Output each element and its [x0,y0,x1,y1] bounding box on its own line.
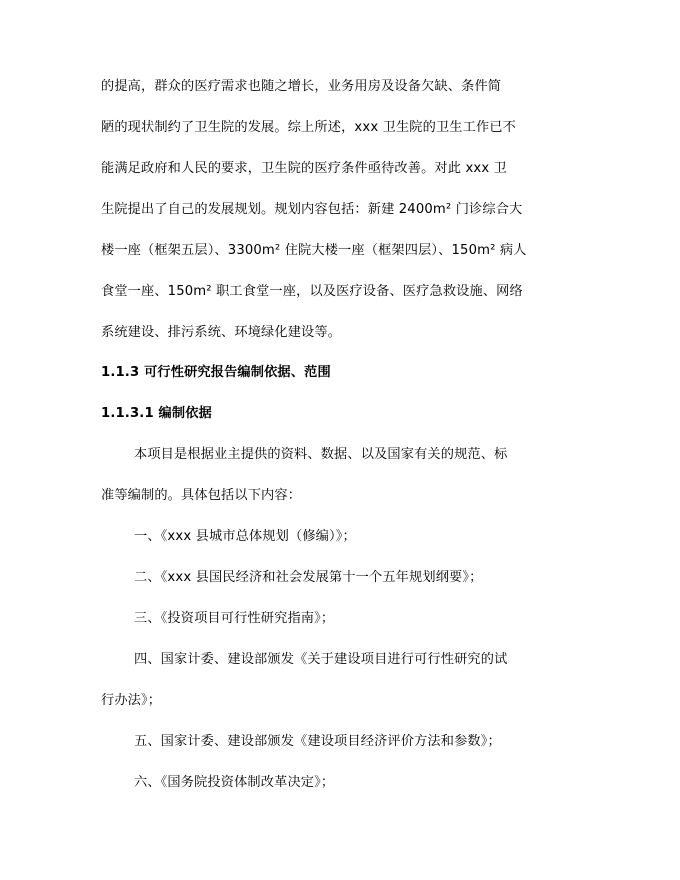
list-item: 二、《xxx 县国民经济和社会发展第十一个五年规划纲要》； [134,570,483,585]
section-title: 可行性研究报告编制依据、范围 [144,365,331,380]
subsection-title: 编制依据 [158,406,212,421]
section-heading [101,364,331,382]
paragraph-line: 陋的现状制约了卫生院的发展。综上所述，xxx 卫生院的卫生工作已不 [101,120,516,135]
section-number: 1.1.3 [101,365,140,380]
list-item: 三、《投资项目可行性研究指南》； [134,611,335,626]
subsection-heading [101,405,212,423]
list-item: 五、国家计委、建设部颁发《建设项目经济评价方法和参数》； [134,734,501,749]
paragraph-line: 本项目是根据业主提供的资料、数据、以及国家有关的规范、标 [134,447,508,462]
subsection-number: 1.1.3.1 [101,406,154,421]
paragraph-line: 生院提出了自己的发展规划。规划内容包括：新建 2400m² 门诊综合大 [101,202,523,217]
list-item-continuation: 行办法》； [101,693,162,708]
paragraph-line: 食堂一座、150m² 职工食堂一座，以及医疗设备、医疗急救设施、网络 [101,284,523,299]
list-item: 六、《国务院投资体制改革决定》； [134,775,335,790]
paragraph-line: 楼一座（框架五层）、3300m² 住院大楼一座（框架四层）、150m² 病人 [101,243,527,258]
paragraph-line: 能满足政府和人民的要求，卫生院的医疗条件亟待改善。对此 xxx 卫 [101,161,507,176]
paragraph-line: 系统建设、排污系统、环境绿化建设等。 [101,325,342,340]
paragraph-line: 准等编制的。具体包括以下内容： [101,488,302,503]
list-item: 一、《xxx 县城市总体规划（修编）》； [134,529,356,544]
list-item: 四、国家计委、建设部颁发《关于建设项目进行可行性研究的试 [134,652,508,667]
paragraph-line: 的提高，群众的医疗需求也随之增长，业务用房及设备欠缺、条件简 [101,79,502,94]
